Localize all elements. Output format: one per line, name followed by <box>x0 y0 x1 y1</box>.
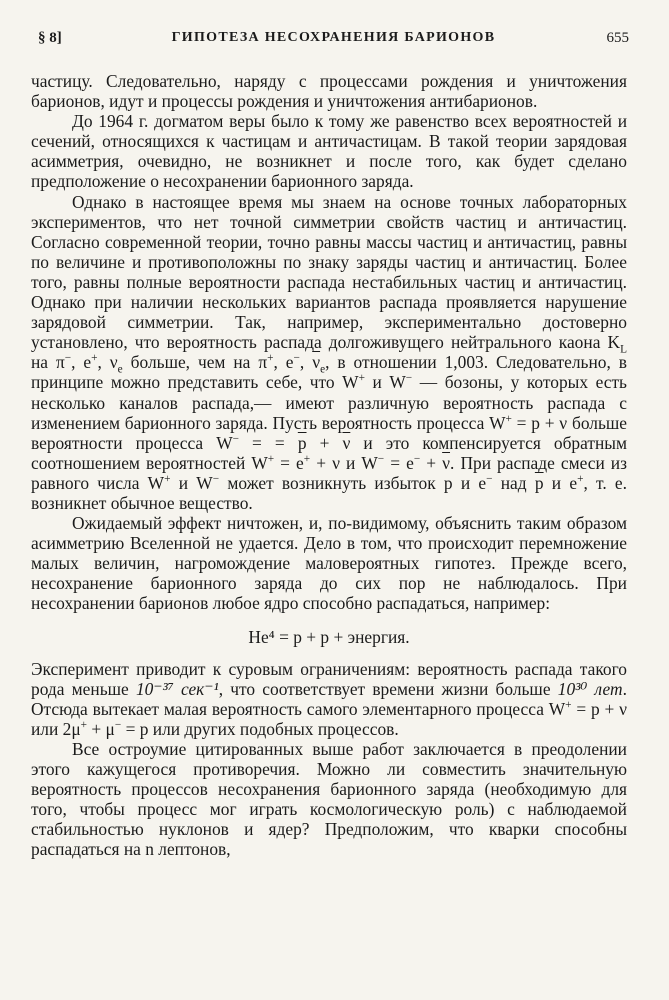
section-number: § 8] <box>38 30 62 46</box>
paragraph-3: Однако в настоящее время мы знаем на основе точных лабораторных экспериментов, что нет точной симметрии свойств частиц и античастиц. Согласно современной теории, точно равны массы частиц и античастиц, равны по величине и противоположны по знаку заряды частиц и античастиц. Более того, равны полные вероятности распада нестабильных частиц и античастиц. Однако при наличии нескольких вариантов распада проявляется нарушение зарядовой симметрии. Так, например, экспериментально достоверно установлено, что вероятность распада долгоживущего нейтрального каона $K_L$ на π−, e+, $\nu_e$ больше, чем на π+, e−, $\overline{\nu}_e$, в отношении 1,003. Следовательно, в принципе можно представить себе, что W+ и W− — бозоны, у которых есть несколько каналов распада,— имеют различную вероятность распада с изменением барионного заряда. Пусть вероятность процесса W+ = p + ν больше вероятности процесса W− = = $\overline{p} + \overline{\nu}$ и это компенсируется обратным соотношением вероятностей W+ = e+ + ν и $W^- = e^- + \overline{\nu}$. При распаде смеси из равного числа W+ и W− может возникнуть избыток p и e− над $\overline{p}$ и e+, т. е. возникнет обычное вещество. <box>31 191 628 513</box>
paragraph-3-text-j: т. е. возникнет обычное вещество. <box>31 472 627 513</box>
paragraph-3-text-g: При распаде смеси из равного числа <box>31 452 627 493</box>
paragraph-5-text-b: что соответствует времени жизни больше <box>230 678 551 699</box>
running-header <box>38 30 629 52</box>
paragraph-3-text-f: и это компенсируется обратным соотношением вероятностей <box>31 432 627 473</box>
running-title: ГИПОТЕЗА НЕСОХРАНЕНИЯ БАРИОНОВ <box>171 30 496 45</box>
page-number: 655 <box>606 30 629 46</box>
paragraph-6: Все остроумие цитированных выше работ заключается в преодолении этого кажущегося противоречия. Можно ли совместить значительную вероятность процессов несохранения барионного заряда (необходимую для того, чтобы процесс мог играть космологическую роль) с наблюдаемой стабильностью нуклонов и ядер? Предположим, что кварки способны распадаться на n лептонов, <box>31 739 627 860</box>
paragraph-3-text-e: больше вероятности процесса <box>31 412 628 453</box>
paragraph-3-text-i: над <box>500 472 527 493</box>
paragraph-3-text-d: бозоны, у которых есть несколько каналов распада,— имеют различную вероятность распада с изменением барионного заряда. Пусть вероятность процесса <box>31 372 627 433</box>
lifetime: 10³⁰ лет <box>557 678 623 699</box>
page-body <box>31 71 627 860</box>
paragraph-2: До 1964 г. догматом веры было к тому же равенство всех вероятностей и сечений, относящихся к частицам и античастицам. В такой теории зарядовая асимметрия, очевидно, не возникнет и после того, как будет сделано предположение о несохранении барионного заряда. <box>31 111 627 192</box>
decay-rate: 10⁻³⁷ сек⁻¹ <box>135 678 219 699</box>
decay-formula: He⁴ = p + p + энергия. <box>248 626 410 647</box>
paragraph-3-text-a: Однако в настоящее время мы знаем на основе точных лабораторных экспериментов, что нет точной симметрии свойств частиц и античастиц. Согласно современной теории, точно равны массы частиц и античастиц, равны по величине и противоположны по знаку заряды частиц и античастиц. Более того, равны полные вероятности распада нестабильных частиц и античастиц. Однако при наличии нескольких вариантов распада проявляется нарушение зарядовой симметрии. Так, например, экспериментально достоверно установлено, что вероятность распада долгоживущего нейтрального каона <box>31 191 627 353</box>
paragraph-5-text-d: или других подобных процессов. <box>152 718 399 739</box>
paragraph-5: Эксперимент приводит к суровым ограничениям: вероятность распада такого рода меньше 10⁻³⁷ сек⁻¹, что соответствует времени жизни больше 10³⁰ лет. Отсюда вытекает малая вероятность самого элементарного процесса W+ = p + ν или 2μ+ + μ− = p или других подобных процессов. <box>31 658 627 739</box>
paragraph-3-text-c: в отношении 1,003. Следовательно, в принципе можно представить себе, что <box>31 352 627 393</box>
paragraph-3-text-h: может возникнуть избыток <box>227 472 436 493</box>
paragraph-5-text-c: Отсюда вытекает малая вероятность самого элементарного процесса <box>31 698 544 719</box>
paragraph-3-text-b: больше, чем на <box>130 352 251 373</box>
paragraph-1: частицу. Следовательно, наряду с процессами рождения и уничтожения барионов, идут и процессы рождения и уничтожения антибарионов. <box>31 71 627 112</box>
paragraph-4: Ожидаемый эффект ничтожен, и, по-видимому, объяснить таким образом асимметрию Вселенной не удается. Дело в том, что происходит перемножение малых величин, нагромождение маловероятных гипотез. Прежде всего, несохранение барионного заряда до сих пор не наблюдалось. При несохранении барионов любое ядро способно распадаться, например: <box>31 513 627 614</box>
paragraph-5-text-a: Эксперимент приводит к суровым ограничениям: вероятность распада такого рода меньше <box>31 658 627 699</box>
